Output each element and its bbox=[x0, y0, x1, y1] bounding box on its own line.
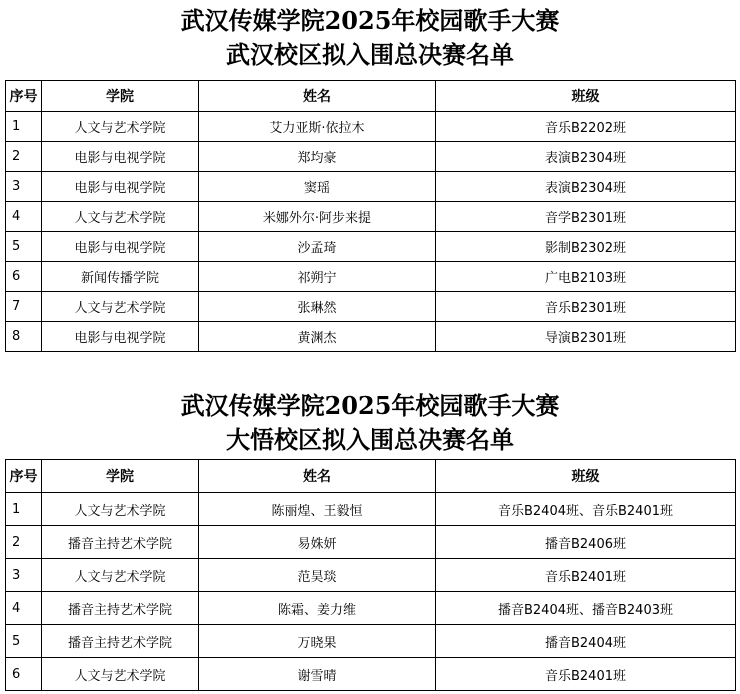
cell-name: 黄渊杰 bbox=[199, 322, 436, 352]
cell-class: 音乐B2301班 bbox=[436, 292, 736, 322]
table-row bbox=[6, 493, 736, 526]
cell-college: 新闻传播学院 bbox=[42, 262, 199, 292]
cell-name: 郑均豪 bbox=[199, 142, 436, 172]
cell-class: 音乐B2404班、音乐B2401班 bbox=[436, 493, 736, 526]
cell-college: 人文与艺术学院 bbox=[42, 559, 199, 592]
cell-class: 音乐B2202班 bbox=[436, 112, 736, 142]
cell-class: 音学B2301班 bbox=[436, 202, 736, 232]
cell-index: 1 bbox=[6, 493, 42, 526]
cell-college: 电影与电视学院 bbox=[42, 232, 199, 262]
table-row bbox=[6, 292, 736, 322]
header-class: 班级 bbox=[436, 81, 736, 112]
cell-college: 人文与艺术学院 bbox=[42, 658, 199, 691]
header-college: 学院 bbox=[42, 460, 199, 493]
cell-index: 6 bbox=[6, 658, 42, 691]
cell-class: 广电B2103班 bbox=[436, 262, 736, 292]
cell-college: 人文与艺术学院 bbox=[42, 112, 199, 142]
finalist-table bbox=[5, 459, 736, 691]
cell-college: 电影与电视学院 bbox=[42, 322, 199, 352]
cell-college: 播音主持艺术学院 bbox=[42, 526, 199, 559]
cell-name: 艾力亚斯·依拉木 bbox=[199, 112, 436, 142]
table-row bbox=[6, 262, 736, 292]
header-college: 学院 bbox=[42, 81, 199, 112]
table-row bbox=[6, 142, 736, 172]
title-line-1: 武汉传媒学院2025年校园歌手大赛 bbox=[180, 391, 560, 420]
cell-class: 表演B2304班 bbox=[436, 172, 736, 202]
cell-name: 范昊琰 bbox=[199, 559, 436, 592]
cell-name: 谢雪晴 bbox=[199, 658, 436, 691]
table-row bbox=[6, 526, 736, 559]
cell-index: 3 bbox=[6, 172, 42, 202]
cell-class: 影制B2302班 bbox=[436, 232, 736, 262]
table-row bbox=[6, 658, 736, 691]
cell-index: 8 bbox=[6, 322, 42, 352]
cell-name: 张琳然 bbox=[199, 292, 436, 322]
table-row bbox=[6, 202, 736, 232]
header-name: 姓名 bbox=[199, 81, 436, 112]
cell-class: 音乐B2401班 bbox=[436, 559, 736, 592]
header-row bbox=[6, 460, 736, 493]
table-row bbox=[6, 559, 736, 592]
cell-college: 人文与艺术学院 bbox=[42, 493, 199, 526]
cell-name: 沙孟琦 bbox=[199, 232, 436, 262]
cell-index: 2 bbox=[6, 142, 42, 172]
table-row bbox=[6, 172, 736, 202]
header-name: 姓名 bbox=[199, 460, 436, 493]
cell-name: 祁朔宁 bbox=[199, 262, 436, 292]
title-block bbox=[0, 0, 740, 80]
cell-name: 易姝妍 bbox=[199, 526, 436, 559]
title-line-1: 武汉传媒学院2025年校园歌手大赛 bbox=[180, 6, 560, 35]
header-class: 班级 bbox=[436, 460, 736, 493]
cell-name: 窦瑶 bbox=[199, 172, 436, 202]
cell-class: 播音B2404班、播音B2403班 bbox=[436, 592, 736, 625]
cell-class: 导演B2301班 bbox=[436, 322, 736, 352]
table-row bbox=[6, 232, 736, 262]
cell-name: 陈霜、姜力维 bbox=[199, 592, 436, 625]
cell-class: 播音B2406班 bbox=[436, 526, 736, 559]
header-index: 序号 bbox=[6, 460, 42, 493]
cell-college: 播音主持艺术学院 bbox=[42, 625, 199, 658]
cell-index: 7 bbox=[6, 292, 42, 322]
section-dawu-campus bbox=[0, 385, 740, 684]
cell-index: 4 bbox=[6, 202, 42, 232]
cell-index: 5 bbox=[6, 625, 42, 658]
table-row bbox=[6, 322, 736, 352]
title-line-2: 大悟校区拟入围总决赛名单 bbox=[226, 425, 514, 454]
table-row bbox=[6, 592, 736, 625]
cell-index: 5 bbox=[6, 232, 42, 262]
cell-class: 播音B2404班 bbox=[436, 625, 736, 658]
title-block bbox=[0, 385, 740, 465]
section-wuhan-campus bbox=[0, 0, 740, 346]
table-body bbox=[6, 112, 736, 352]
cell-college: 人文与艺术学院 bbox=[42, 202, 199, 232]
cell-index: 6 bbox=[6, 262, 42, 292]
cell-name: 万晓果 bbox=[199, 625, 436, 658]
finalist-table bbox=[5, 80, 736, 352]
cell-college: 电影与电视学院 bbox=[42, 142, 199, 172]
cell-index: 2 bbox=[6, 526, 42, 559]
cell-name: 米娜外尔·阿步来提 bbox=[199, 202, 436, 232]
header-index: 序号 bbox=[6, 81, 42, 112]
table-row bbox=[6, 625, 736, 658]
cell-college: 人文与艺术学院 bbox=[42, 292, 199, 322]
table-body bbox=[6, 493, 736, 691]
cell-index: 1 bbox=[6, 112, 42, 142]
cell-college: 电影与电视学院 bbox=[42, 172, 199, 202]
cell-class: 表演B2304班 bbox=[436, 142, 736, 172]
cell-index: 3 bbox=[6, 559, 42, 592]
cell-index: 4 bbox=[6, 592, 42, 625]
header-row bbox=[6, 81, 736, 112]
cell-class: 音乐B2401班 bbox=[436, 658, 736, 691]
cell-name: 陈丽煌、王毅恒 bbox=[199, 493, 436, 526]
cell-college: 播音主持艺术学院 bbox=[42, 592, 199, 625]
title-line-2: 武汉校区拟入围总决赛名单 bbox=[226, 40, 514, 69]
table-row bbox=[6, 112, 736, 142]
